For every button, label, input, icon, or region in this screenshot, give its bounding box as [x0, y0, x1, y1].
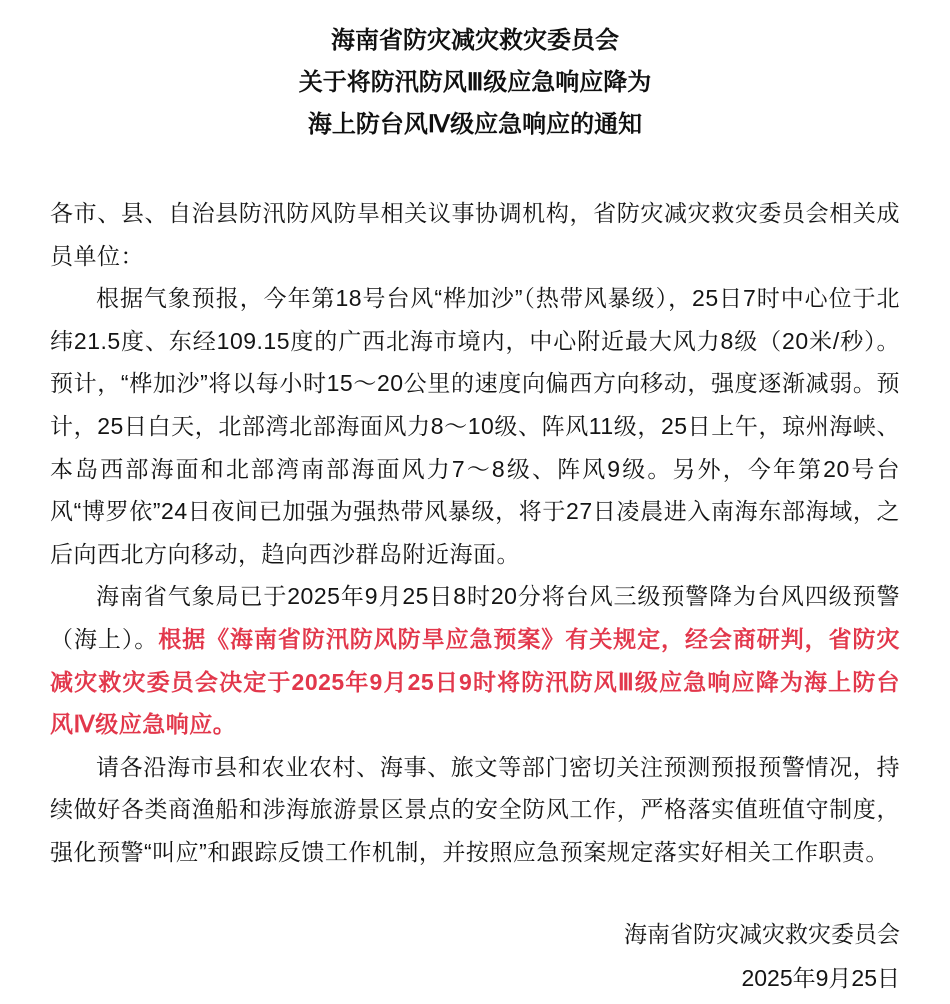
date: 2025年9月25日	[741, 964, 900, 991]
body-text: 海南省气象局已于2025年9月25日8时20分将台风三级预警降为台风四级预警（海上）。	[50, 583, 900, 652]
highlighted-text: 根据《海南省防汛防风防旱应急预案》有关规定，经会商研判，省防灾减灾救灾委员会决定于2025年9月25日9时将防汛防风Ⅲ级应急响应降为海上防台风Ⅳ级应急响应。	[50, 625, 901, 738]
notice-paragraphs	[50, 277, 900, 873]
title-line: 关于将防汛防风Ⅲ级应急响应降为	[298, 69, 652, 96]
signature: 海南省防灾减灾救灾委员会	[624, 920, 900, 947]
title-line: 海上防台风Ⅳ级应急响应的通知	[307, 111, 643, 138]
title-line: 海南省防灾减灾救灾委员会	[331, 27, 619, 54]
paragraph	[50, 575, 900, 745]
notice-footer	[50, 912, 900, 1000]
salutation: 各市、县、自治县防汛防风防旱相关议事协调机构，省防灾减灾救灾委员会相关成员单位：	[50, 200, 900, 269]
notice-body	[50, 192, 900, 874]
notice-title	[50, 20, 900, 146]
paragraph	[50, 746, 900, 874]
body-text: 请各沿海市县和农业农村、海事、旅文等部门密切关注预测预报预警情况，持续做好各类商渔船和涉海旅游景区景点的安全防风工作，严格落实值班值守制度，强化预警“叫应”和跟踪反馈工作机制，并按照应急预案规定落实好相关工作职责。	[50, 753, 900, 865]
body-text: 根据气象预报，今年第18号台风“桦加沙”（热带风暴级），25日7时中心位于北纬21.5度、东经109.15度的广西北海市境内，中心附近最大风力8级（20米/秒）。预计，“桦加沙”将以每小时15～20公里的速度向偏西方向移动，强度逐渐减弱。预计，25日白天，北部湾北部海面风力8～10级、阵风11级，25日上午，琼州海峡、本岛西部海面和北部湾南部海面风力7～8级、阵风9级。另外，今年第20号台风“博罗依”24日夜间已加强为强热带风暴级，将于27日凌晨进入南海东部海域，之后向西北方向移动，趋向西沙群岛附近海面。	[50, 285, 900, 567]
paragraph	[50, 277, 900, 575]
